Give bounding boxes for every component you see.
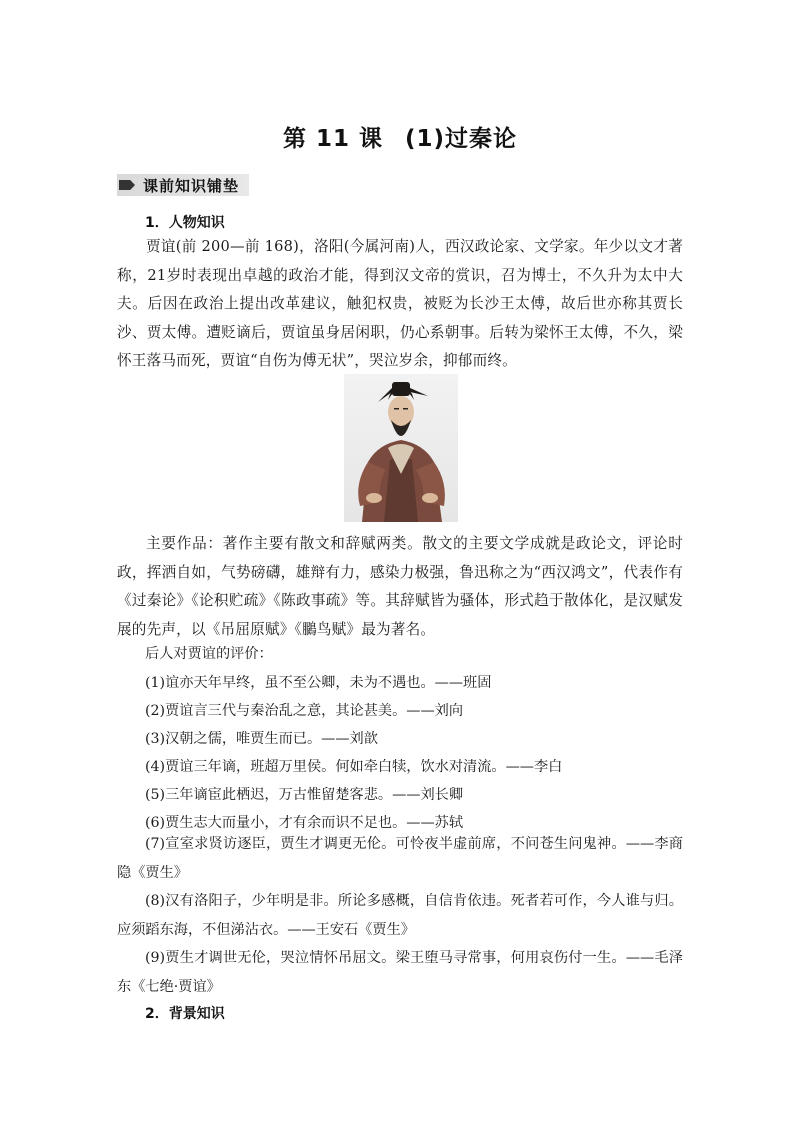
lesson-number: 第 11 课 <box>282 126 383 152</box>
portrait-image <box>344 374 458 522</box>
lesson-name: (1)过秦论 <box>405 126 518 152</box>
subheading-person: 1．人物知识 <box>145 215 225 231</box>
works-paragraph: 主要作品：著作主要有散文和辞赋两类。散文的主要文学成就是政论文，评论时政，挥洒自如，气势磅礴，雄辩有力，感染力极强，鲁迅称之为“西汉鸿文”，代表作有《过秦论》《论积贮疏》《陈政事疏》等。其辞赋皆为骚体，形式趋于散体化，是汉赋发展的先声，以《吊屈原赋》《鵩鸟赋》最为著名。 <box>117 535 683 638</box>
subheading-background: 2．背景知识 <box>145 1006 225 1022</box>
evaluation-item: (3)汉朝之儒，唯贾生而已。——刘歆 <box>145 731 378 747</box>
bio-paragraph: 贾谊(前 200—前 168)，洛阳(今属河南)人，西汉政论家、文学家。年少以文才著称，21岁时表现出卓越的政治才能，得到汉文帝的赏识，召为博士，不久升为太中大夫。后因在政治上提出改革建议，触犯权贵，被贬为长沙王太傅，故后世亦称其贾长沙、贾太傅。遭贬谪后，贾谊虽身居闲职，仍心系朝事。后转为梁怀王太傅，不久，梁怀王落马而死，贾谊“自伤为傅无状”，哭泣岁余，抑郁而终。 <box>117 238 683 369</box>
evaluation-item: (6)贾生志大而量小，才有余而识不足也。——苏轼 <box>145 815 464 831</box>
page-title <box>0 120 800 153</box>
evaluation-item: (5)三年谪宦此栖迟，万古惟留楚客悲。——刘长卿 <box>145 787 464 803</box>
evaluation-intro: 后人对贾谊的评价： <box>145 646 273 662</box>
evaluation-item: (2)贾谊言三代与秦治乱之意，其论甚美。——刘向 <box>145 703 464 719</box>
section-tag <box>117 174 249 196</box>
arrow-icon <box>119 180 135 190</box>
evaluation-item: (7)宣室求贤访逐臣，贾生才调更无伦。可怜夜半虚前席，不问苍生问鬼神。——李商隐《贾生》 <box>117 836 683 881</box>
evaluation-item: (4)贾谊三年谪，班超万里侯。何如牵白犊，饮水对清流。——李白 <box>145 759 563 775</box>
section-tag-label: 课前知识铺垫 <box>143 176 240 195</box>
evaluation-item: (8)汉有洛阳子，少年明是非。所论多感概，自信肯依违。死者若可作，今人谁与归。应须蹈东海，不但涕沾衣。——王安石《贾生》 <box>117 893 683 938</box>
portrait-illustration <box>344 374 458 522</box>
evaluation-item: (9)贾生才调世无伦，哭泣情怀吊屈文。梁王堕马寻常事，何用哀伤付一生。——毛泽东《七绝·贾谊》 <box>117 950 683 995</box>
evaluation-item: (1)谊亦天年早终，虽不至公卿，未为不遇也。——班固 <box>145 675 492 691</box>
